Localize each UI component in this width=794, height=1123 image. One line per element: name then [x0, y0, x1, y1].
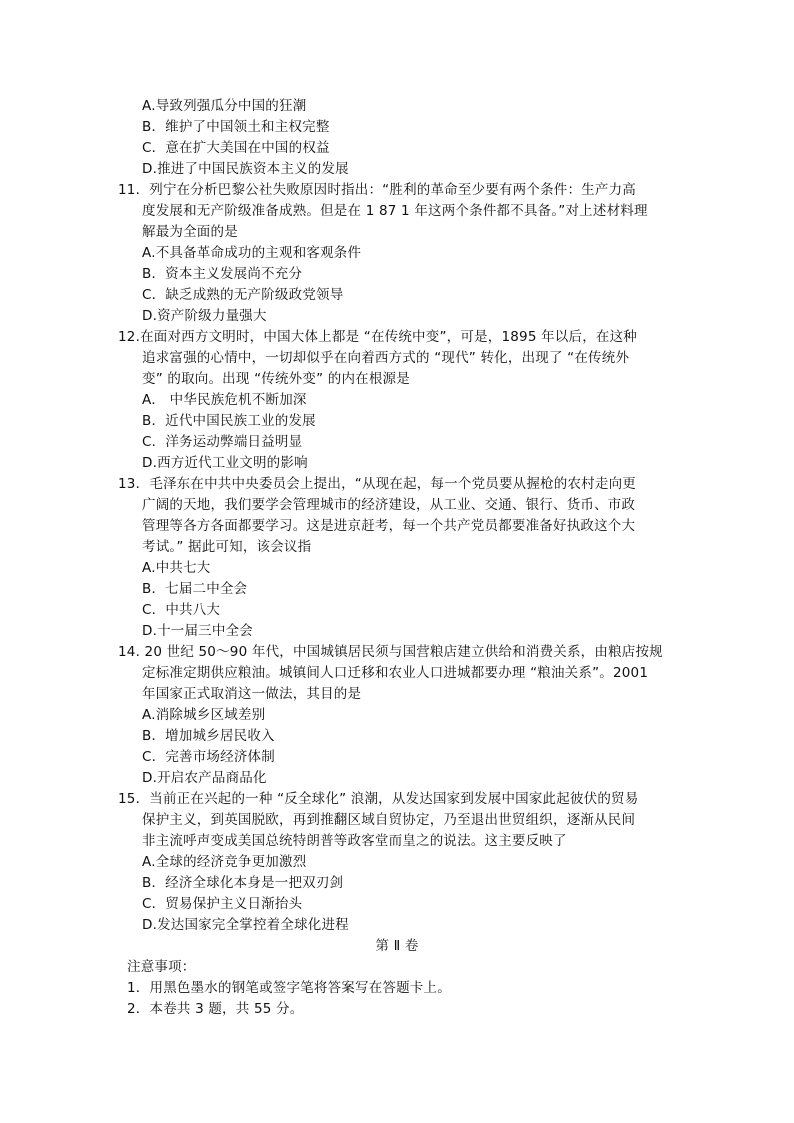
q11-stem-line-1: 11．列宁在分析巴黎公社失败原因时指出：“胜利的革命至少要有两个条件：生产力高 — [118, 182, 636, 198]
q12-option-a: A． 中华民族危机不断加深 — [142, 392, 307, 408]
q11-option-d: D.资产阶级力量强大 — [142, 308, 267, 324]
q15-option-a: A.全球的经济竞争更加激烈 — [142, 854, 307, 870]
q15-option-b: B．经济全球化本身是一把双刃剑 — [142, 875, 344, 891]
q12-stem-line-2: 追求富强的心情中，一切却似乎在向着西方式的 “现代” 转化，出现了 “在传统外 — [142, 350, 630, 366]
q15-stem-line-3: 非主流呼声变成美国总统特朗普等政客堂而皇之的说法。这主要反映了 — [142, 833, 567, 849]
q13-option-c: C．中共八大 — [142, 602, 221, 618]
q11-stem-line-3: 解最为全面的是 — [142, 224, 238, 240]
notice-heading: 注意事项： — [127, 959, 196, 975]
q12-stem-line-1: 12.在面对西方文明时，中国大体上都是 “在传统中变”，可是，1895 年以后，在这种 — [118, 329, 637, 345]
q13-stem-line-3: 管理等各方各面都要学习。这是进京赶考，每一个共产党员都要准备好执政这个大 — [142, 518, 636, 534]
q12-stem-line-3: 变” 的取向。出现 “传统外变” 的内在根源是 — [142, 371, 410, 387]
q10-option-b: B．维护了中国领土和主权完整 — [142, 119, 330, 135]
notice-item-1: 1．用黑色墨水的钢笔或签字笔将答案写在答题卡上。 — [127, 980, 451, 996]
q13-stem-line-4: 考试。” 据此可知，该会议指 — [142, 539, 312, 555]
q10-option-c: C．意在扩大美国在中国的权益 — [142, 140, 330, 156]
q14-option-b: B．增加城乡居民收入 — [142, 728, 275, 744]
q10-option-d: D.推进了中国民族资本主义的发展 — [142, 161, 349, 177]
q15-stem-line-1: 15．当前正在兴起的一种 “反全球化” 浪潮，从发达国家到发展中国家此起彼伏的贸易 — [118, 791, 639, 807]
q11-stem-line-2: 度发展和无产阶级准备成熟。但是在 1 87 1 年这两个条件都不具备。”对上述材料理 — [142, 203, 648, 219]
q13-option-a: A.中共七大 — [142, 560, 211, 576]
q13-stem-line-2: 广阔的天地，我们要学会管理城市的经济建设，从工业、交通、银行、货币、市政 — [142, 497, 636, 513]
q14-stem-line-3: 年国家正式取消这一做法，其目的是 — [142, 686, 362, 702]
q14-stem-line-2: 定标准定期供应粮油。城镇间人口迁移和农业人口进城都要办理 “粮油关系”。2001 — [142, 665, 649, 681]
q12-option-b: B．近代中国民族工业的发展 — [142, 413, 316, 429]
q14-stem-line-1: 14. 20 世纪 50～90 年代，中国城镇居民须与国营粮店建立供给和消费关系，由粮店按规 — [118, 644, 663, 660]
q15-stem-line-2: 保护主义，到英国脱欧，再到推翻区域自贸协定，乃至退出世贸组织，逐渐从民间 — [142, 812, 636, 828]
q14-option-c: C．完善市场经济体制 — [142, 749, 275, 765]
section-title: 第 Ⅱ 卷 — [375, 938, 419, 954]
q15-option-c: C．贸易保护主义日渐抬头 — [142, 896, 303, 912]
notice-item-2: 2．本卷共 3 题，共 55 分。 — [127, 1001, 304, 1017]
q13-stem-line-1: 13．毛泽东在中共中央委员会上提出，“从现在起，每一个党员要从握枪的农村走向更 — [118, 476, 636, 492]
q14-option-a: A.消除城乡区域差别 — [142, 707, 266, 723]
q11-option-a: A.不具备革命成功的主观和客观条件 — [142, 245, 362, 261]
q15-option-d: D.发达国家完全掌控着全球化进程 — [142, 917, 349, 933]
q13-option-d: D.十一届三中全会 — [142, 623, 253, 639]
q12-option-d: D.西方近代工业文明的影响 — [142, 455, 308, 471]
q14-option-d: D.开启农产品商品化 — [142, 770, 267, 786]
q11-option-c: C．缺乏成熟的无产阶级政党领导 — [142, 287, 344, 303]
q10-option-a: A.导致列强瓜分中国的狂潮 — [142, 98, 307, 114]
q11-option-b: B．资本主义发展尚不充分 — [142, 266, 303, 282]
q13-option-b: B．七届二中全会 — [142, 581, 248, 597]
q12-option-c: C．洋务运动弊端日益明显 — [142, 434, 303, 450]
